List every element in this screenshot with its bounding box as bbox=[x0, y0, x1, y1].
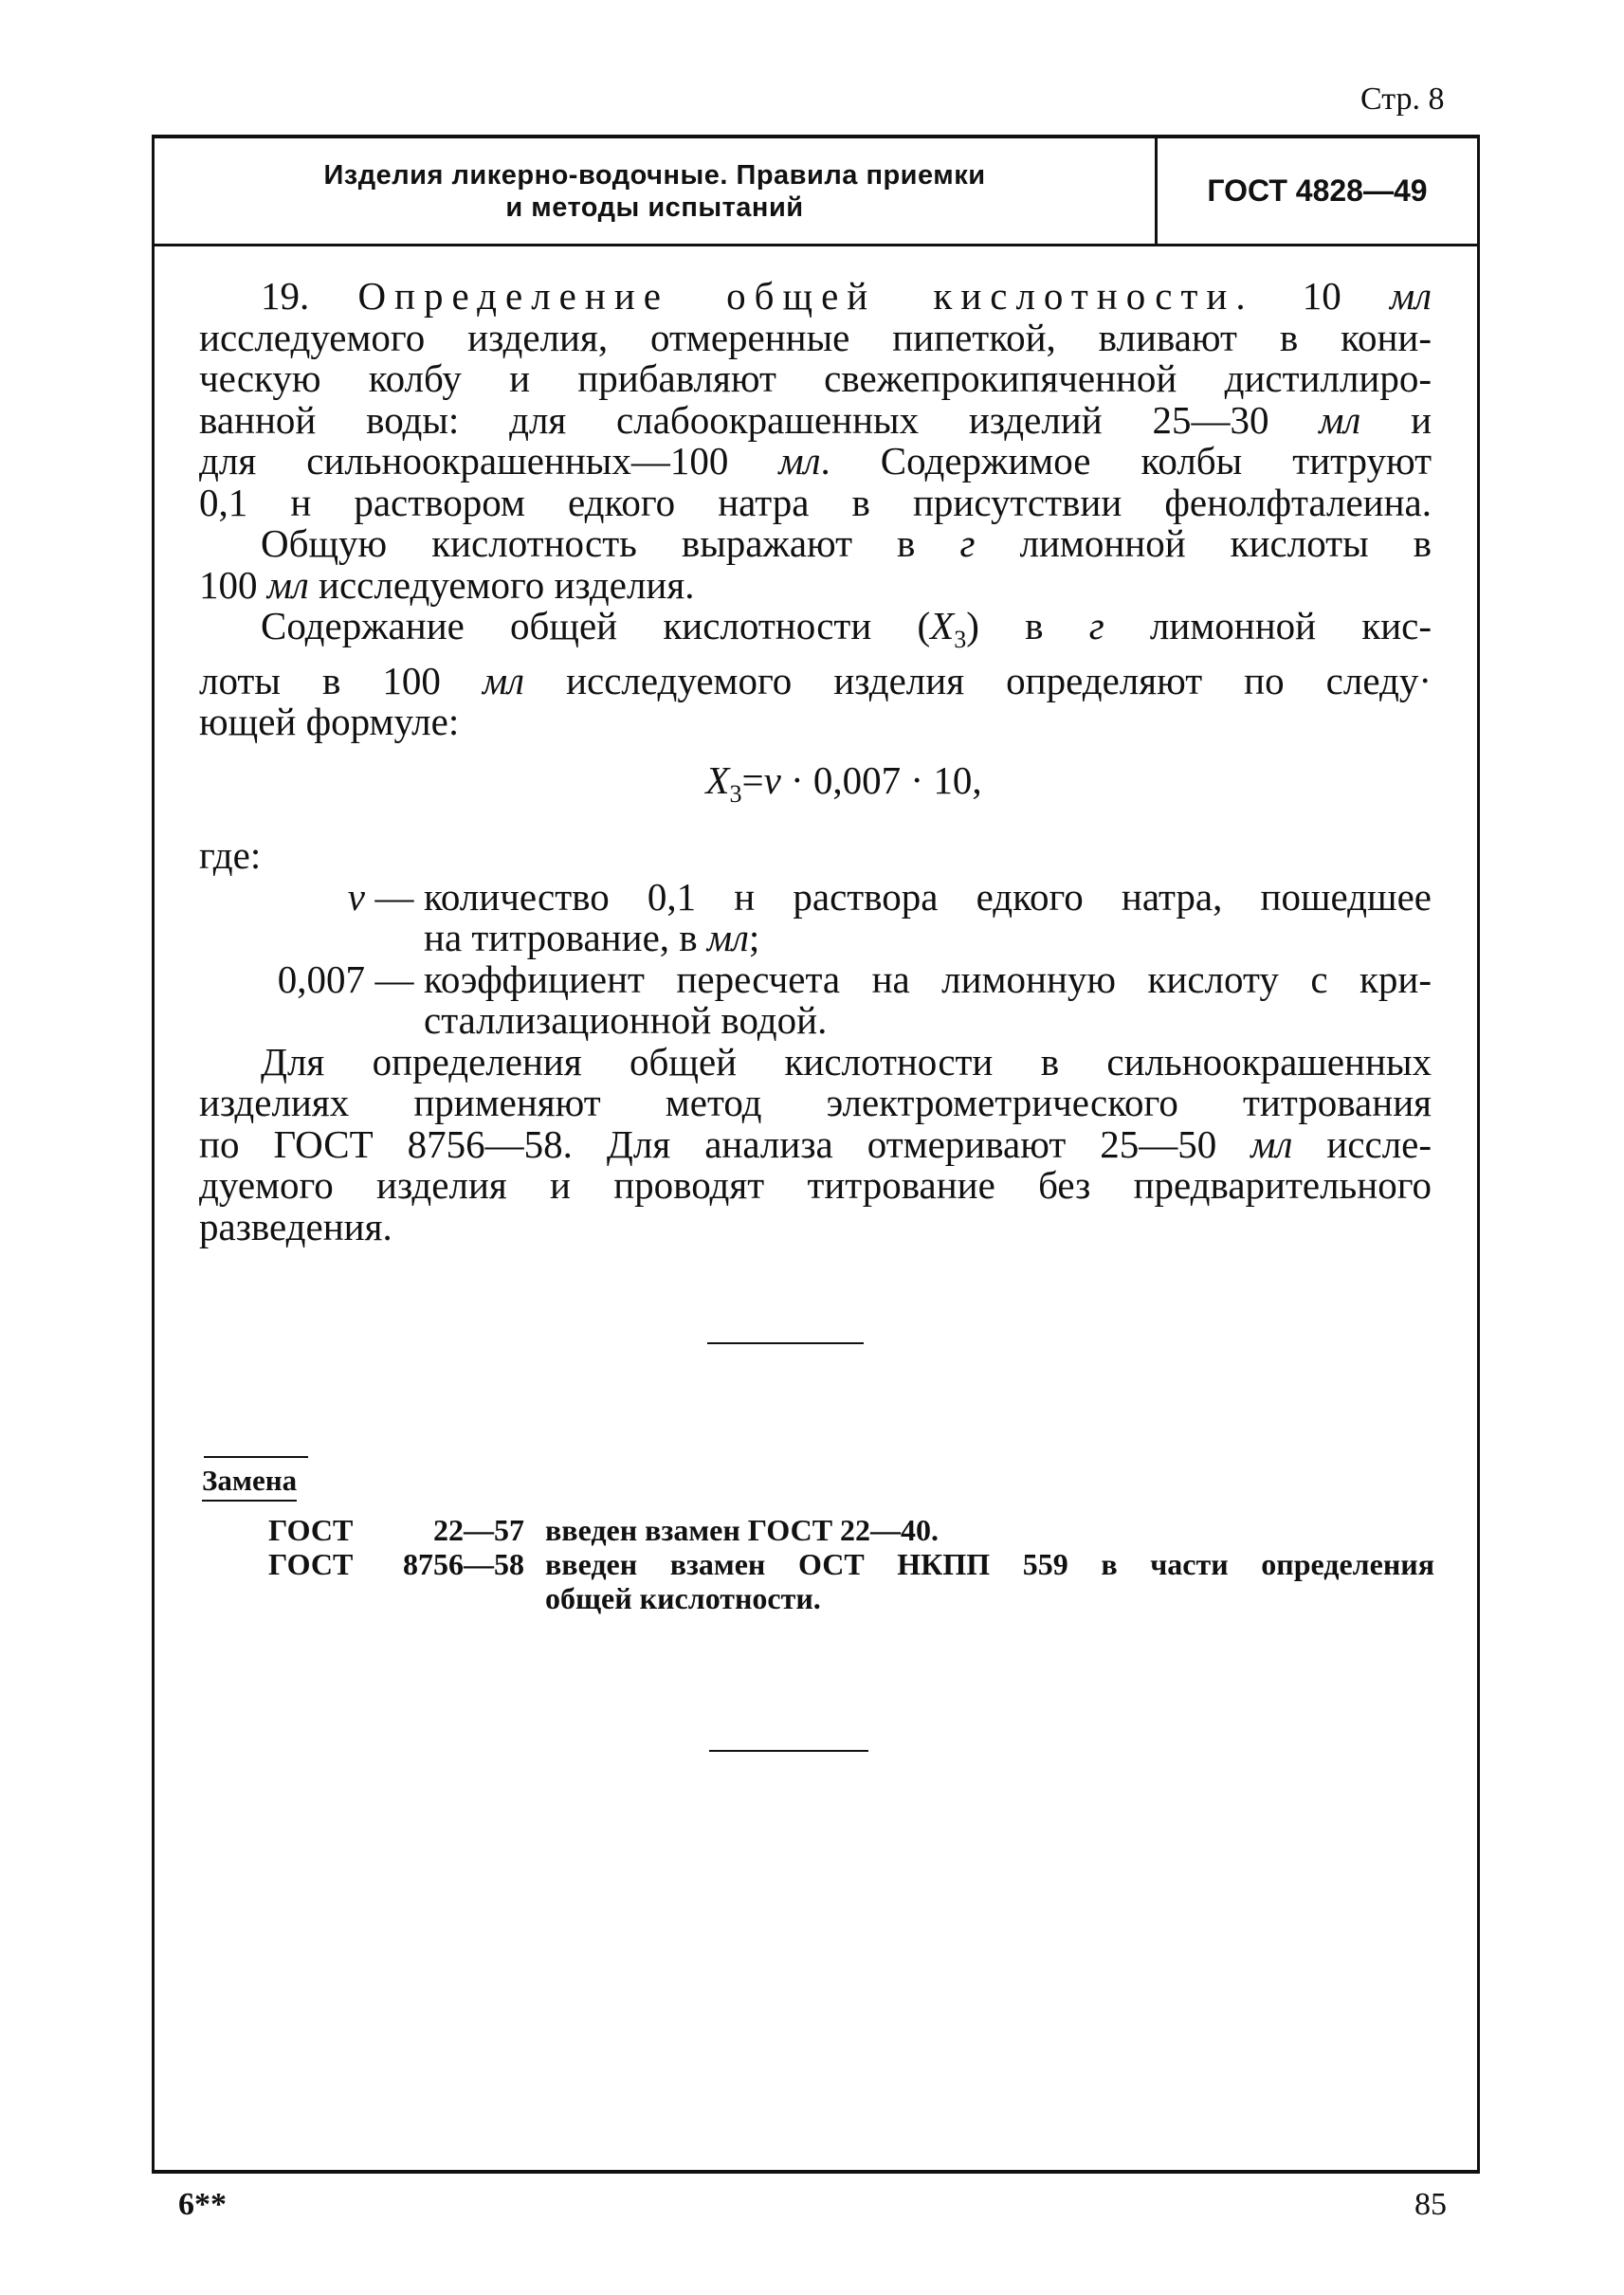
para-4-line-1: Для определения общей кислотности в сильноокрашенных bbox=[261, 1039, 1432, 1084]
separator-rule-1 bbox=[707, 1342, 864, 1344]
para-4-line-5: разведения. bbox=[199, 1204, 392, 1248]
para-4-line-2: изделиях применяют метод электрометрического титрования bbox=[199, 1081, 1432, 1125]
note-row: ГОСТ 8756—58 введен взамен ОСТ НКПП 559 в части определения общей кислотности. bbox=[268, 1547, 1434, 1615]
document-title bbox=[155, 138, 1155, 244]
definition-0007: 0,007 — коэффициент пересчета на лимонную кислоту с кри- сталлизационной водой. bbox=[277, 956, 1432, 1043]
para-3-line-1: Содержание общей кислотности $(X_3)$ в г лимонной кис- bbox=[261, 604, 1432, 654]
section-heading: Определение общей кислотности. bbox=[357, 274, 1254, 318]
zamena-label: Замена bbox=[202, 1464, 297, 1502]
page-number-label: Стр. 8 bbox=[1360, 82, 1445, 117]
title-line-2: и методы испытаний bbox=[505, 191, 804, 223]
section-19-line-3: ческую колбу и прибавляют свежепрокипяченной дистиллиро- bbox=[199, 356, 1432, 400]
para-2-line-2: 100 мл исследуемого изделия. bbox=[199, 562, 695, 607]
definition-v: v — количество 0,1 н раствора едкого натра, пошедшее на титрование, в мл; bbox=[347, 874, 1432, 960]
para-3-line-2: лоты в 100 мл исследуемого изделия определяют по следу· bbox=[199, 658, 1432, 702]
where-label: где: bbox=[199, 833, 262, 878]
title-line-1: Изделия ликерно-водочные. Правила приемки bbox=[323, 159, 986, 191]
footer-page-number: 85 bbox=[1414, 2187, 1447, 2222]
footer-sheet-mark: 6** bbox=[178, 2187, 227, 2222]
section-19-line-1: 19. Определение общей кислотности. 10 мл bbox=[261, 274, 1432, 318]
section-19-line-2: исследуемого изделия, отмеренные пипеткой, вливают в кони- bbox=[199, 315, 1432, 359]
section-19-line-4: ванной воды: для слабоокрашенных изделий 25—30 мл и bbox=[199, 397, 1432, 442]
separator-rule-2 bbox=[709, 1750, 868, 1752]
header-block bbox=[155, 138, 1477, 246]
formula: $X_3=v \cdot 0,007 \cdot 10$, bbox=[705, 757, 982, 808]
para-2-line-1: Общую кислотность выражают в г лимонной кислоты в bbox=[261, 521, 1432, 565]
main-text bbox=[199, 276, 1432, 1248]
para-3-line-3: ющей формуле: bbox=[199, 700, 460, 744]
para-4-line-4: дуемого изделия и проводят титрование без предварительного bbox=[199, 1163, 1432, 1208]
para-4-line-3: по ГОСТ 8756—58. Для анализа отмеривают 25—50 мл иссле- bbox=[199, 1121, 1432, 1166]
note-row: ГОСТ 22—57 введен взамен ГОСТ 22—40. bbox=[268, 1513, 940, 1547]
zamena-rule bbox=[204, 1456, 308, 1458]
standard-code: ГОСТ 4828—49 bbox=[1155, 138, 1477, 244]
section-19-line-6: 0,1 н раствором едкого натра в присутствии фенолфталеина. bbox=[199, 480, 1432, 524]
page-frame bbox=[152, 135, 1480, 2174]
section-19-line-5: для сильноокрашенных—100 мл. Содержимое колбы титруют bbox=[199, 439, 1432, 483]
replacement-notes bbox=[268, 1513, 1434, 1615]
